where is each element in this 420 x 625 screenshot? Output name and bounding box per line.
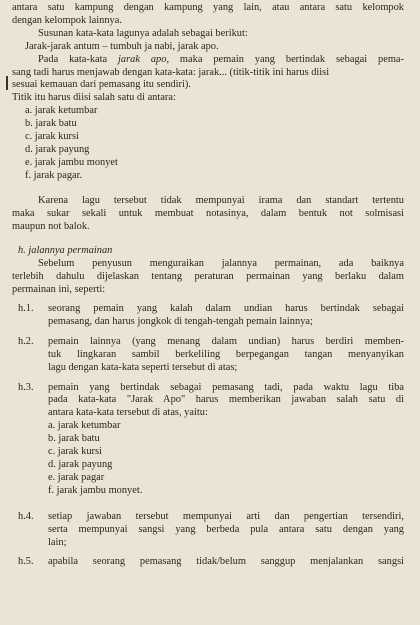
rule-line: lagu dengan kata-kata seperti tersebut di atas; [48,361,238,373]
list-item: a. jarak ketumbar [25,105,98,117]
paragraph-line: sang tadi harus menjawab dengan kata-kata: jarak... (titik-titik ini harus diisi [12,66,330,78]
paragraph-line: permainan ini, seperti: [12,284,106,296]
margin-bar [6,76,8,90]
list-item: e. jarak jambu monyet [25,156,118,168]
rule-body [48,382,404,498]
rule-line: serta mempunyai sangsi yang berbeda pula antara satu dengan yang [48,523,404,535]
rule-line: pemain yang bertindak sebagai pemasang tadi, pada waktu lagu tiba [48,381,404,393]
list-item: c. jarak kursi [48,446,102,458]
list-item: b. jarak batu [48,433,100,445]
rule-line: antara kata-kata tersebut di atas, yaitu: [48,407,208,419]
paragraph-line: Sebelum penyusun menguraikan jalannya permainan, ada baiknya [38,258,404,270]
rule-number: h.4. [18,510,34,522]
rule-item [12,511,404,556]
spacer [12,233,404,245]
section-title: h. jalannya permainan [18,245,113,257]
rule-line: pada kata-kata "Jarak Apo" harus memberikan jawaban salah satu di [48,394,404,406]
list-item: c. jarak kursi [25,131,79,143]
paragraph-line: maupun not balok. [12,220,90,232]
paragraph-line: sesuai kemauan dari pemasang itu sendiri). [12,79,191,91]
lyrics-line: Jarak-jarak antum – tumbuh ja nabi, jarak apo. [25,40,219,52]
rule-number: h.5. [18,556,34,568]
rule-item [12,303,404,335]
list-item: f. jarak jambu monyet. [48,484,143,496]
rule-number: h.2. [18,335,34,347]
paragraph-line: terlebih dahulu dijelaskan tentang peraturan permainan yang berlaku dalam [12,271,404,283]
list-item: d. jarak payung [48,459,113,470]
list-item: f. jarak pagar. [25,169,83,181]
rule-number: h.1. [18,303,34,315]
list-item: e. jarak pagar [48,471,105,483]
list-item: b. jarak batu [25,118,77,130]
paragraph-line: Karena lagu tersebut tidak mempunyai irama dan standart tertentu [38,194,404,206]
text-span: Pada kata-kata [38,53,119,65]
rule-item [12,382,404,504]
rule-line: pemasang, dan harus jongkok di tengah-tengah pemain lainnya; [48,315,313,327]
rule-line: apabila seorang pemasang tidak/belum sanggup menjalankan sangsi [48,556,404,568]
list-item: d. jarak payung [25,143,90,155]
spacer [12,183,404,195]
text-line: dengan kelompok lainnya. [12,14,122,26]
rule-line: setiap jawaban tersebut mempunyai arti dan pengertian tersendiri, [48,510,404,522]
paragraph-line [12,54,404,67]
rule-number: h.3. [18,381,34,393]
paragraph-line: maka sukar sekali untuk membuat notasinya, dalam bentuk not solmisasi [12,207,404,219]
list-intro: Titik itu harus diisi salah satu di antara: [12,92,176,104]
rule-line: seorang pemain yang kalah dalam undian harus bertindak sebagai [48,303,404,315]
rule-item [12,336,404,381]
spacer [12,504,404,510]
italic-term: jarak apo [118,53,167,65]
rule-body [48,511,404,550]
rule-item [12,556,404,569]
text-line: antara satu kampung dengan kampung yang lain, atau antara satu kelompok [12,2,404,13]
text-span: , maka pemain yang bertindak sebagai pema- [166,53,404,65]
rule-body [48,336,404,375]
list-item: a. jarak ketumbar [48,420,121,432]
susunan-intro: Susunan kata-kata lagunya adalah sebagai berikut: [38,27,248,39]
answer-sublist [48,420,404,497]
rule-line: tuk lingkaran sambil berkeliling berpegangan tangan menyanyikan [48,348,404,360]
answer-list [12,105,404,182]
rule-line: lain; [48,536,67,548]
rule-body [48,303,404,329]
rule-body [48,556,404,569]
rule-line: pemain lainnya (yang menang dalam undian) harus berdiri memben- [48,335,404,347]
